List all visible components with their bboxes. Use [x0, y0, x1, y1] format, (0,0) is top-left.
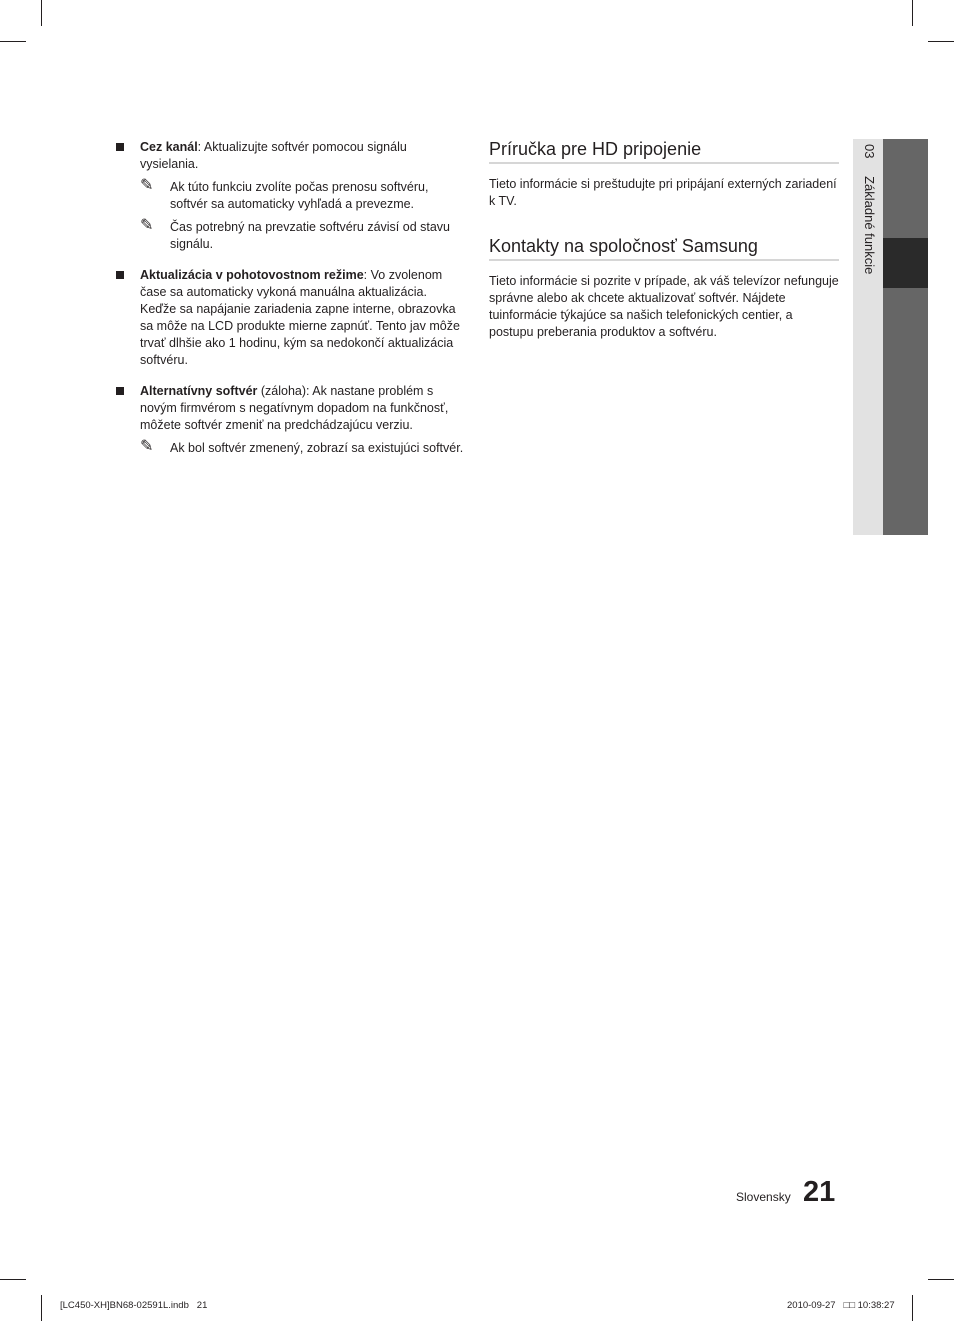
- square-bullet-icon: [116, 387, 124, 395]
- section-heading: Kontakty na spoločnosť Samsung: [489, 235, 839, 261]
- bullet-term: Aktualizácia v pohotovostnom režime: [140, 268, 364, 282]
- left-column: [116, 139, 466, 463]
- note-text: Ak túto funkciu zvolíte počas prenosu softvéru, softvér sa automaticky vyhľadá a prevezme.: [170, 180, 429, 211]
- section-body: Tieto informácie si preštudujte pri pripájaní externých zariadení k TV.: [489, 177, 837, 208]
- chapter-marker: [883, 238, 928, 288]
- chapter-number: 03: [862, 144, 877, 159]
- bullet-item: [116, 383, 466, 434]
- bullet-item: [116, 267, 466, 369]
- crop-mark: [0, 1279, 26, 1280]
- chapter-label: [862, 144, 877, 274]
- crop-mark: [0, 41, 26, 42]
- note: [140, 219, 466, 253]
- section-body: Tieto informácie si pozrite v prípade, ak váš televízor nefunguje správne alebo ak chcete aktualizovať softvér. Nájdete tuinformácie týkajúce sa našich telefonických centier, a postupu preberania produktov a softvéru.: [489, 274, 839, 339]
- section-heading: Príručka pre HD pripojenie: [489, 138, 839, 164]
- pencil-icon: ✎: [140, 438, 154, 455]
- bullet-term: Cez kanál: [140, 140, 198, 154]
- bullet-text: : Vo zvolenom čase sa automaticky vykoná manuálna aktualizácia. Keďže sa napájanie zariadenia zapne interne, obrazovka sa môže na LCD produkte mierne zapnúť. Tento jav môže trvať dlhšie ako 1 hodinu, kým sa nedokončí aktualizácia softvéru.: [140, 268, 460, 367]
- pencil-icon: ✎: [140, 177, 154, 194]
- crop-mark: [928, 1279, 954, 1280]
- bullet-term: Alternatívny softvér: [140, 384, 258, 398]
- pencil-icon: ✎: [140, 217, 154, 234]
- chapter-tab: [853, 139, 928, 535]
- chapter-title: Základné funkcie: [862, 176, 877, 275]
- crop-mark: [928, 41, 954, 42]
- square-bullet-icon: [116, 271, 124, 279]
- page-language: Slovensky: [736, 1190, 791, 1204]
- footer-file: [LC450-XH]BN68-02591L.indb 21: [60, 1300, 208, 1311]
- note-text: Ak bol softvér zmenený, zobrazí sa existujúci softvér.: [170, 441, 464, 455]
- bullet-item: [116, 139, 466, 173]
- square-bullet-icon: [116, 143, 124, 151]
- crop-mark: [912, 1295, 913, 1321]
- crop-mark: [41, 0, 42, 26]
- bullet-text: (záloha): Ak nastane problém s novým firmvérom s negatívnym dopadom na funkčnosť, môžete softvér zmeniť na predchádzajúcu verziu.: [140, 384, 449, 432]
- page-number: 21: [803, 1176, 836, 1208]
- note: [140, 179, 466, 213]
- bullet-text: : Aktualizujte softvér pomocou signálu vysielania.: [140, 140, 407, 171]
- crop-mark: [912, 0, 913, 26]
- right-column: [489, 138, 839, 366]
- footer-timestamp: 2010-09-27 □□ 10:38:27: [787, 1300, 895, 1311]
- note-text: Čas potrebný na prevzatie softvéru závisí od stavu signálu.: [170, 220, 451, 251]
- note: [140, 440, 466, 457]
- crop-mark: [41, 1295, 42, 1321]
